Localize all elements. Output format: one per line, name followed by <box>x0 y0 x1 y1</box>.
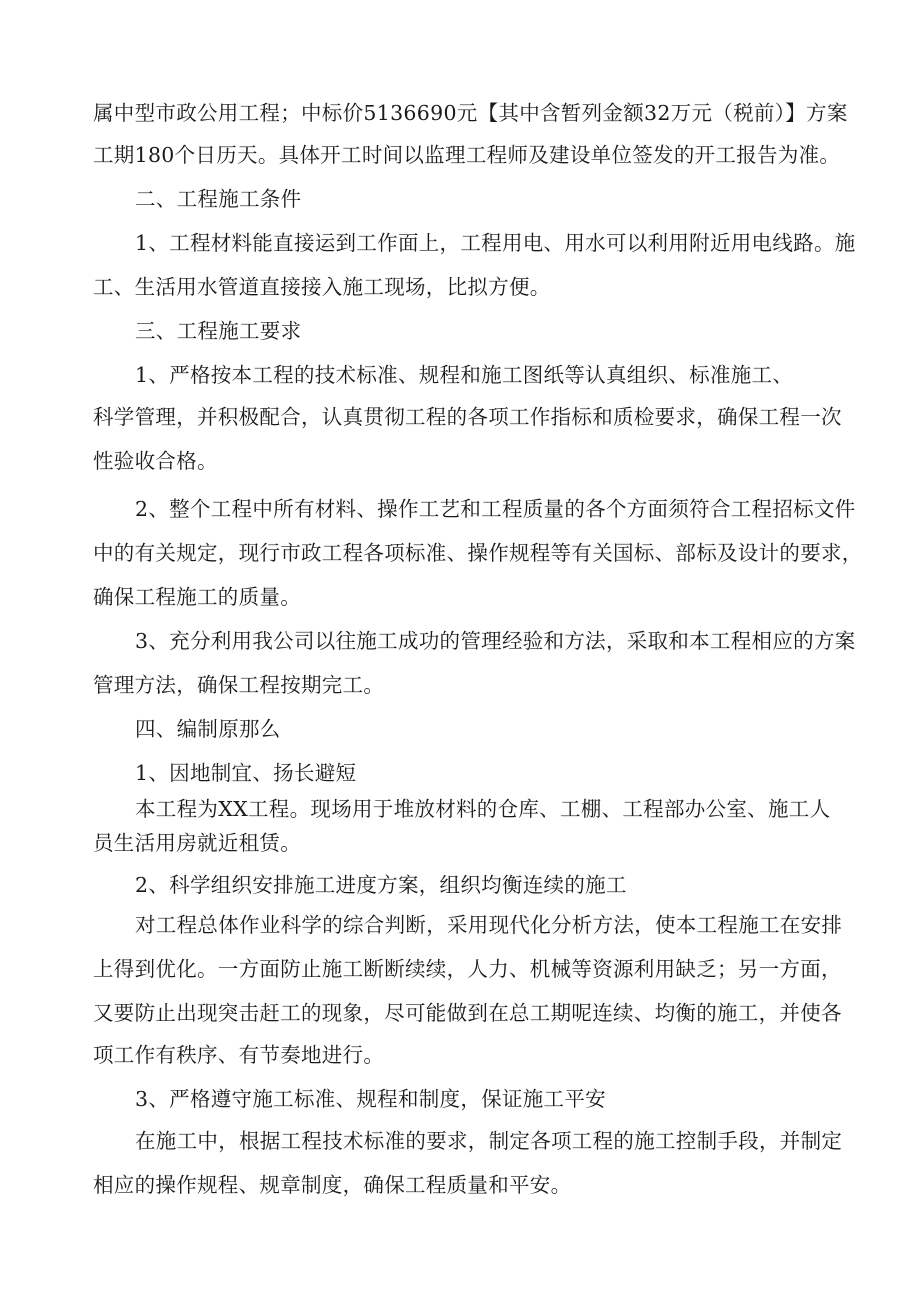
paragraph-line: 在施工中，根据工程技术标准的要求，制定各项工程的施工控制手段，并制定 <box>135 1129 843 1153</box>
section-heading: 二、工程施工条件 <box>135 187 302 211</box>
subsection-heading: 3、严格遵守施工标准、规程和制度，保证施工平安 <box>135 1087 606 1111</box>
paragraph-line: 工期180个日历天。具体开工时间以监理工程师及建设单位签发的开工报告为准。 <box>93 143 841 167</box>
paragraph-line: 3、充分利用我公司以往施工成功的管理经验和方法，采取和本工程相应的方案 <box>135 629 856 653</box>
paragraph-line: 性验收合格。 <box>93 449 218 473</box>
paragraph-line: 上得到优化。一方面防止施工断断续续，人力、机械等资源利用缺乏；另一方面， <box>93 957 842 981</box>
paragraph-line: 相应的操作规程、规章制度，确保工程质量和平安。 <box>93 1173 572 1197</box>
paragraph-line: 本工程为XX工程。现场用于堆放材料的仓库、工棚、工程部办公室、施工人 <box>135 797 831 821</box>
paragraph-line: 2、整个工程中所有材料、操作工艺和工程质量的各个方面须符合工程招标文件 <box>135 497 856 521</box>
paragraph-line: 管理方法，确保工程按期完工。 <box>93 673 385 697</box>
section-heading: 四、编制原那么 <box>135 717 281 741</box>
paragraph-line: 对工程总体作业科学的综合判断，采用现代化分析方法，使本工程施工在安排 <box>135 913 843 937</box>
section-heading: 三、工程施工要求 <box>135 319 302 343</box>
subsection-heading: 1、因地制宜、扬长避短 <box>135 761 357 785</box>
paragraph-line: 项工作有秩序、有节奏地进行。 <box>93 1043 385 1067</box>
paragraph-line: 1、工程材料能直接运到工作面上，工程用电、用水可以利用附近用电线路。施 <box>135 231 856 255</box>
paragraph-line: 工、生活用水管道直接接入施工现场，比拟方便。 <box>93 275 551 299</box>
subsection-heading: 2、科学组织安排施工进度方案，组织均衡连续的施工 <box>135 873 627 897</box>
paragraph-line: 属中型市政公用工程；中标价5136690元【其中含暂列金额32万元（税前）】方案 <box>93 101 848 125</box>
paragraph-line: 中的有关规定，现行市政工程各项标准、操作规程等有关国标、部标及设计的要求， <box>93 541 863 565</box>
paragraph-line: 员生活用房就近租赁。 <box>93 831 301 855</box>
paragraph-line: 1、严格按本工程的技术标准、规程和施工图纸等认真组织、标准施工、 <box>135 363 794 387</box>
paragraph-line: 又要防止出现突击赶工的现象，尽可能做到在总工期呢连续、均衡的施工，并使各 <box>93 1001 842 1025</box>
paragraph-line: 科学管理，并积极配合，认真贯彻工程的各项工作指标和质检要求，确保工程一次 <box>93 405 842 429</box>
paragraph-line: 确保工程施工的质量。 <box>93 585 301 609</box>
